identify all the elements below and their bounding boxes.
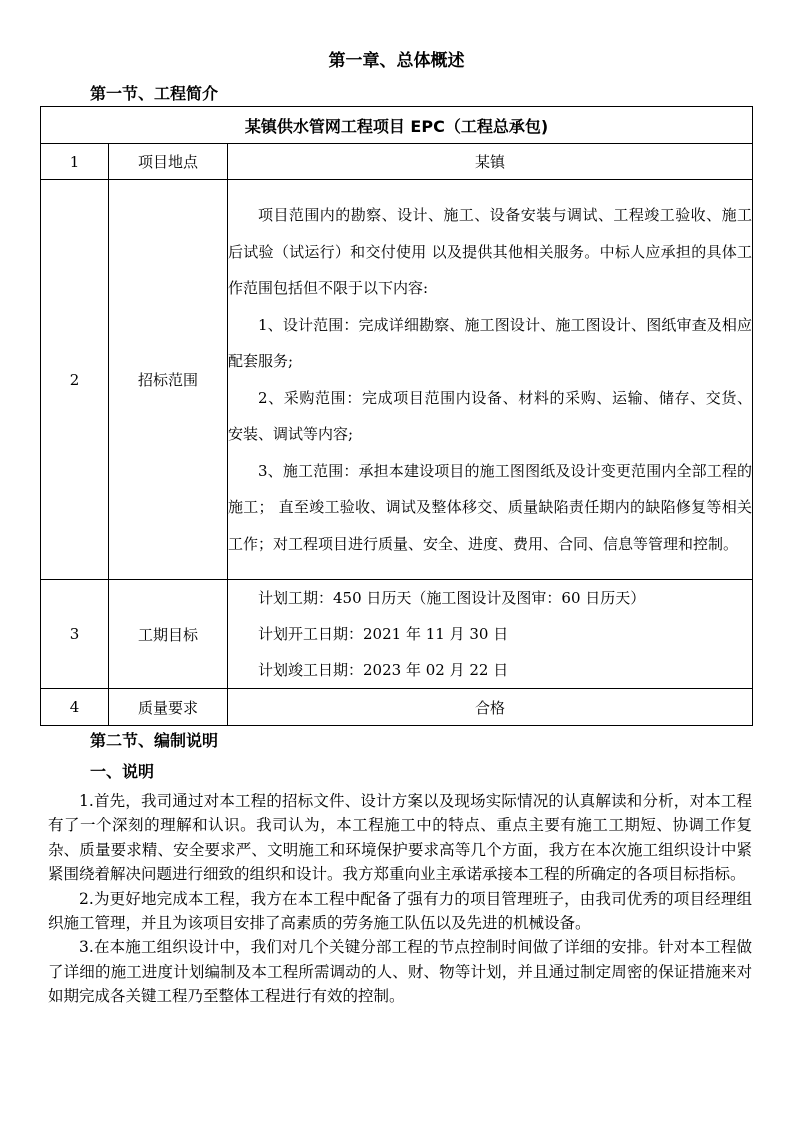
schedule-duration: 计划工期：450 日历天（施工图设计及图审：60 日历天） <box>258 589 646 607</box>
table-row <box>41 180 753 580</box>
explanation-paragraph: 3.在本施工组织设计中，我们对几个关键分部工程的节点控制时间做了详细的安排。针对本工程做了详细的施工进度计划编制及本工程所需调动的人、财、物等计划，并且通过制定周密的保证措施来对如期完成各关键工程乃至整体工程进行有效的控制。 <box>48 938 752 1006</box>
row-number: 1 <box>41 144 109 180</box>
chapter-title: 第一章、总体概述 <box>328 51 465 71</box>
row-value-scope <box>228 180 753 580</box>
schedule-end-date: 计划竣工日期：2023 年 02 月 22 日 <box>258 661 509 679</box>
scope-paragraph: 项目范围内的勘察、设计、施工、设备安装与调试、工程竣工验收、施工后试验（试运行）和交付使用 以及提供其他相关服务。中标人应承担的具体工作范围包括但不限于以下内容: <box>228 206 753 297</box>
table-title: 某镇供水管网工程项目 EPC（工程总承包) <box>41 107 753 144</box>
explanation-body <box>48 789 752 1009</box>
row-number: 2 <box>41 180 109 580</box>
row-label-location: 项目地点 <box>109 144 228 180</box>
section-title-project-intro: 第一节、工程简介 <box>90 84 219 103</box>
row-number: 4 <box>41 689 109 726</box>
row-value-quality: 合格 <box>228 689 753 726</box>
table-row <box>41 144 753 180</box>
section-title-compilation: 第二节、编制说明 <box>90 731 219 750</box>
subsection-title-explanation: 一、说明 <box>90 762 155 781</box>
explanation-paragraph: 1.首先，我司通过对本工程的招标文件、设计方案以及现场实际情况的认真解读和分析，对本工程有了一个深刻的理解和认识。我司认为，本工程施工中的特点、重点主要有施工工期短、协调工作复杂、质量要求精、安全要求严、文明施工和环境保护要求高等几个方面，我方在本次施工组织设计中紧紧围绕着解决问题进行细致的组织和设计。我方郑重向业主承诺承接本工程的所确定的各项目标指标。 <box>48 792 752 884</box>
table-title-row <box>41 107 753 144</box>
row-value-schedule <box>228 580 753 689</box>
row-label-quality: 质量要求 <box>109 689 228 726</box>
project-info-table <box>40 106 753 726</box>
table-row <box>41 689 753 726</box>
scope-construction: 3、施工范围：承担本建设项目的施工图图纸及设计变更范围内全部工程的施工； 直至竣工验收、调试及整体移交、质量缺陷责任期内的缺陷修复等相关工作；对工程项目进行质量、安全、进度、费用、合同、信息等管理和控制。 <box>228 461 753 553</box>
table-row <box>41 580 753 689</box>
row-value-location: 某镇 <box>228 144 753 180</box>
scope-design: 1、设计范围：完成详细勘察、施工图设计、施工图设计、图纸审查及相应配套服务; <box>228 315 753 370</box>
row-number: 3 <box>41 580 109 689</box>
row-label-scope: 招标范围 <box>109 180 228 580</box>
row-label-schedule: 工期目标 <box>109 580 228 689</box>
schedule-start-date: 计划开工日期：2021 年 11 月 30 日 <box>258 625 509 643</box>
explanation-paragraph: 2.为更好地完成本工程，我方在本工程中配备了强有力的项目管理班子，由我司优秀的项目经理组织施工管理，并且为该项目安排了高素质的劳务施工队伍以及先进的机械设备。 <box>48 889 752 933</box>
scope-procurement: 2、采购范围：完成项目范围内设备、材料的采购、运输、储存、交货、 安装、调试等内容; <box>228 388 753 443</box>
